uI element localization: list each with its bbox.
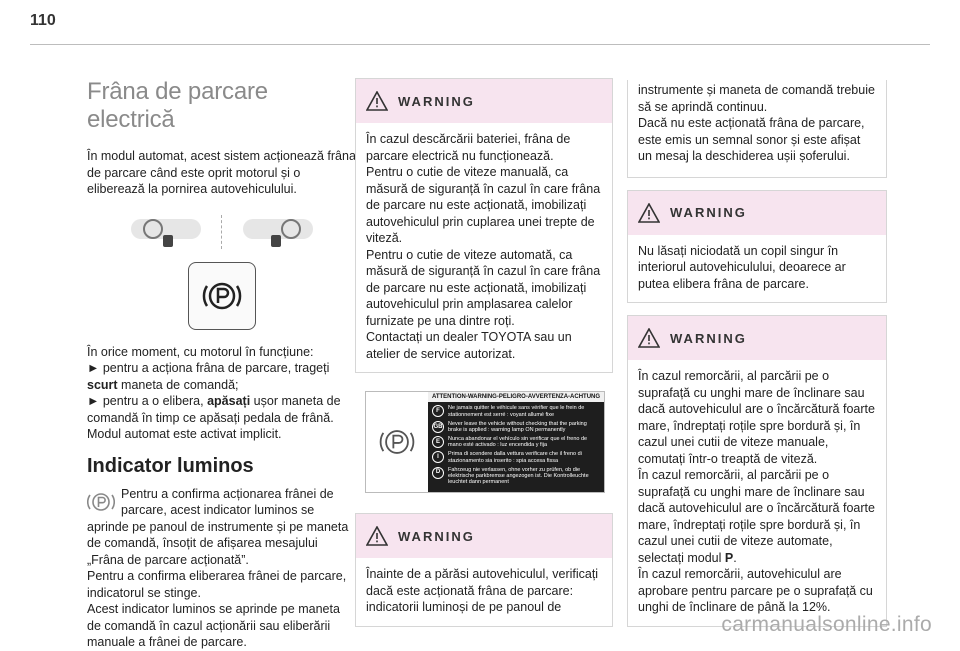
indicator-text-3: Acest indicator luminos se aprinde pe maneta de comandă în cazul acționării sau eliberării manuale a frânei de parcare. (87, 602, 340, 649)
column-1 (87, 78, 357, 651)
warning-header (356, 79, 612, 123)
instruction-text: În orice moment, cu motorul în funcțiune: ► pentru a acționa frâna de parcare, trageți scurt maneta de comandă; ► pentru a o elibera, apăsați ușor maneta de comandă în timp ce apăsați pedala de frână. Modul automat este activat implicit. (87, 344, 341, 441)
label-row-text: Prima di scendere dalla vettura verificare che il freno di stazionamento sia inserito : spia accesa fissa (448, 451, 582, 464)
column-2 (355, 78, 613, 627)
label-row-text: Nunca abandonar el vehículo sin verificar que el freno de mano esté activado : luz encendida y fija (448, 436, 588, 449)
warning-triangle-icon (366, 91, 388, 111)
continuation-text: instrumente și maneta de comandă trebuie să se aprindă continuu. Dacă nu este acționată frâna de parcare, este emis un semnal sonor și este afișat un mesaj la deschiderea ușii șoferului. (638, 83, 875, 163)
label-row-text: Ne jamais quitter le véhicule sans vérifier que le frein de stationnement est serré : voyant allumé fixe (448, 405, 585, 418)
steering-illustration (87, 212, 357, 252)
language-flag: F (432, 405, 444, 417)
warning-triangle-icon (638, 203, 660, 223)
indicator-text: Pentru a confirma acționarea frânei de parcare, acest indicator luminos se aprinde pe panoul de instrumente și pe maneta de comandă, însoțit de afișarea mesajului „Frâna de parcare acționată”. (87, 486, 349, 567)
warning-title: WARNING (398, 93, 475, 109)
warning-text-leaving: Înainte de a părăsi autovehiculul, verificați dacă este acționată frâna de parcare: indicatorii luminoși de pe panoul de (366, 567, 599, 614)
language-flag: GB (432, 421, 444, 433)
warning-text-towing: În cazul remorcării, al parcării pe o suprafață cu unghi mare de înclinare sau dacă autovehiculul are o încărcătură foarte mare, îndreptați roțile spre bordură și, în cazul unei cutii de viteze manuale, comutați într-o treaptă de viteză. În cazul remorcării, al parcării pe o suprafață cu unghi mare de înclinare sau dacă autovehiculul are o încărcătură foarte mare, îndreptați roțile spre bordură și, în cazul unei cutii de viteze automate, selectați modul P. În cazul remorcării, autovehiculul are aprobare pentru parcare pe o suprafață cu unghi de înclinare de până la 12%. (638, 369, 875, 614)
column-3 (627, 80, 887, 627)
warning-box-towing (627, 315, 887, 627)
warning-title: WARNING (670, 330, 747, 346)
warning-title: WARNING (670, 205, 747, 220)
left-hand-drive-icon (129, 213, 203, 251)
label-row (432, 405, 600, 418)
indicator-heading: Indicator luminos (87, 454, 254, 477)
intro-text: În modul automat, acest sistem acționează frâna de parcare când este oprit motorul și o eliberează la pornirea autovehiculului. (87, 149, 356, 196)
page-number: 110 (30, 12, 56, 29)
watermark: carmanualsonline.info (721, 613, 932, 636)
language-flag: I (432, 451, 444, 463)
parking-brake-switch-icon (188, 262, 256, 330)
warning-triangle-icon (638, 328, 660, 348)
warning-text-child: Nu lăsați niciodată un copil singur în interiorul autovehiculului, deoarece ar putea elibera frâna de parcare. (638, 243, 846, 291)
language-flag: E (432, 436, 444, 448)
divider (221, 215, 223, 249)
label-row (432, 436, 600, 449)
warning-continuation (627, 80, 887, 178)
parking-brake-warning-icon (87, 488, 115, 516)
right-hand-drive-icon (241, 213, 315, 251)
warning-box-child (627, 190, 887, 304)
label-row (432, 451, 600, 464)
top-divider (30, 44, 930, 45)
label-header: ATTENTION-WARNING-PELIGRO-AVVERTENZA-ACHTUNG (428, 392, 604, 402)
language-flag: D (432, 467, 444, 479)
warning-triangle-icon (366, 526, 388, 546)
label-row (432, 421, 600, 434)
warning-title: WARNING (398, 528, 475, 544)
label-row (432, 467, 600, 486)
warning-label-image (365, 391, 605, 493)
indicator-section (87, 486, 357, 651)
label-row-text: Never leave the vehicle without checking that the parking brake is applied : warning lamp ON permanently (448, 420, 587, 434)
warning-text-battery: În cazul descărcării bateriei, frâna de parcare electrică nu funcționează. Pentru o cutie de viteze manuală, ca măsură de siguranță în cazul în care frâna de parcare nu este acționată, imobilizați autovehiculul prin cuplarea unei trepte de viteză. Pentru o cutie de viteze automată, ca măsură de siguranță în cazul în care frâna de parcare nu este acționată, imobilizați autovehiculul prin amplasarea calelor furnizate pe una dintre roți. Contactați un dealer TOYOTA sau un atelier de service autorizat. (366, 132, 601, 361)
indicator-text-2: Pentru a confirma eliberarea frânei de parcare, indicatorul se stinge. (87, 569, 347, 600)
warning-box-battery (355, 78, 613, 373)
parking-brake-icon (377, 422, 417, 462)
label-text-panel (428, 392, 604, 492)
label-row-text: Fahrzeug nie verlassen, ohne vorher zu prüfen, ob die elektrische parkbremse angezogen ist. Die Kontrolleuchte leuchtet dann permanent (448, 466, 589, 486)
warning-box-leaving (355, 513, 613, 627)
section-title: Frâna de parcare electrică (87, 78, 268, 133)
